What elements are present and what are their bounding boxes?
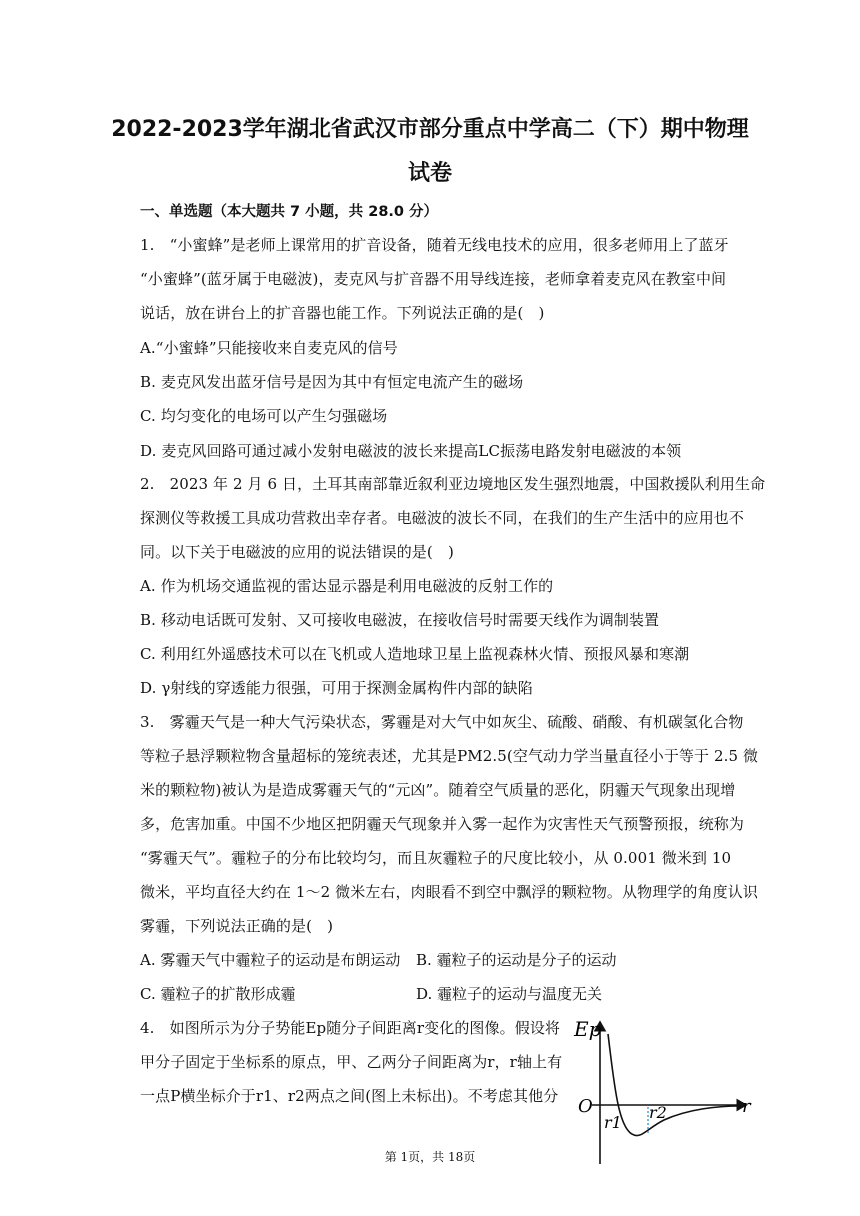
q2-option-c: C. 利用红外遥感技术可以在飞机或人造地球卫星上监视森林火情、预报风暴和寒潮 bbox=[140, 645, 690, 663]
q2-option-d: D. γ射线的穿透能力很强，可用于探测金属构件内部的缺陷 bbox=[140, 679, 533, 697]
q3-option-a: A. 雾霾天气中霾粒子的运动是布朗运动 bbox=[140, 951, 401, 969]
q3-stem-line: “雾霾天气”。霾粒子的分布比较均匀，而且灰霾粒子的尺度比较小，从 0.001 微米到 10 bbox=[140, 849, 732, 867]
q1-option-d: D. 麦克风回路可通过减小发射电磁波的波长来提高LC振荡电路发射电磁波的本领 bbox=[140, 442, 682, 460]
q4-stem-line: 一点P横坐标介于r1、r2两点之间(图上未标出)。不考虑其他分 bbox=[140, 1087, 559, 1105]
exam-title-line2: 试卷 bbox=[407, 161, 452, 186]
q4-stem-line: 甲分子固定于坐标系的原点，甲、乙两分子间距离为r，r轴上有 bbox=[140, 1053, 563, 1071]
r1-label: r1 bbox=[604, 1113, 622, 1132]
potential-energy-curve bbox=[608, 1034, 740, 1136]
x-axis-label: r bbox=[742, 1096, 751, 1117]
q3-stem-line: 等粒子悬浮颗粒物含量超标的笼统表述，尤其是PM2.5(空气动力学当量直径小于等于 2.5 微 bbox=[140, 747, 759, 765]
potential-energy-figure bbox=[568, 1012, 758, 1170]
q1-option-c: C. 均匀变化的电场可以产生匀强磁场 bbox=[140, 407, 388, 425]
r2-label: r2 bbox=[649, 1103, 667, 1122]
q2-stem-line: 同。以下关于电磁波的应用的说法错误的是( ) bbox=[140, 543, 454, 561]
y-axis-label: Ep bbox=[574, 1017, 602, 1041]
q2-option-b: B. 移动电话既可发射、又可接收电磁波，在接收信号时需要天线作为调制装置 bbox=[140, 611, 660, 629]
q1-stem-line: 说话，放在讲台上的扩音器也能工作。下列说法正确的是( ) bbox=[140, 304, 545, 322]
q1-option-b: B. 麦克风发出蓝牙信号是因为其中有恒定电流产生的磁场 bbox=[140, 373, 524, 391]
section-heading: 一、单选题（本大题共 7 小题，共 28.0 分） bbox=[140, 204, 439, 220]
page-footer: 第 1页，共 18页 bbox=[384, 1150, 476, 1164]
q2-stem-line: 探测仪等救援工具成功营救出幸存者。电磁波的波长不同，在我们的生产生活中的应用也不 bbox=[140, 509, 745, 527]
q3-option-d: D. 霾粒子的运动与温度无关 bbox=[416, 985, 603, 1003]
q1-option-a: A.“小蜜蜂”只能接收来自麦克风的信号 bbox=[140, 339, 398, 357]
q3-stem-line: 米的颗粒物)被认为是造成雾霾天气的“元凶”。随着空气质量的恶化，阴霾天气现象出现增 bbox=[140, 781, 736, 799]
q2-stem-line: 2. 2023 年 2 月 6 日，土耳其南部靠近叙利亚边境地区发生强烈地震，中国救援队利用生命 bbox=[140, 475, 766, 493]
origin-label: O bbox=[578, 1096, 593, 1117]
q2-option-a: A. 作为机场交通监视的雷达显示器是利用电磁波的反射工作的 bbox=[140, 577, 554, 595]
q3-stem-line: 3. 雾霾天气是一种大气污染状态，雾霾是对大气中如灰尘、硫酸、硝酸、有机碳氢化合物 bbox=[140, 713, 744, 731]
q4-stem-line: 4. 如图所示为分子势能Ep随分子间距离r变化的图像。假设将 bbox=[140, 1019, 561, 1037]
q3-option-b: B. 霾粒子的运动是分子的运动 bbox=[416, 951, 617, 969]
q3-stem-line: 多，危害加重。中国不少地区把阴霾天气现象并入雾一起作为灾害性天气预警预报，统称为 bbox=[140, 815, 745, 833]
q3-stem-line: 微米，平均直径大约在 1～2 微米左右，肉眼看不到空中飘浮的颗粒物。从物理学的角度认识 bbox=[140, 883, 758, 901]
q1-stem-line: “小蜜蜂”(蓝牙属于电磁波)，麦克风与扩音器不用导线连接，老师拿着麦克风在教室中间 bbox=[140, 270, 727, 288]
q1-stem-line: 1. “小蜜蜂”是老师上课常用的扩音设备，随着无线电技术的应用，很多老师用上了蓝牙 bbox=[140, 236, 729, 254]
q3-option-c: C. 霾粒子的扩散形成霾 bbox=[140, 985, 296, 1003]
q3-stem-line: 雾霾，下列说法正确的是( ) bbox=[140, 917, 334, 935]
exam-title-line1: 2022-2023学年湖北省武汉市部分重点中学高二（下）期中物理 bbox=[111, 117, 749, 142]
